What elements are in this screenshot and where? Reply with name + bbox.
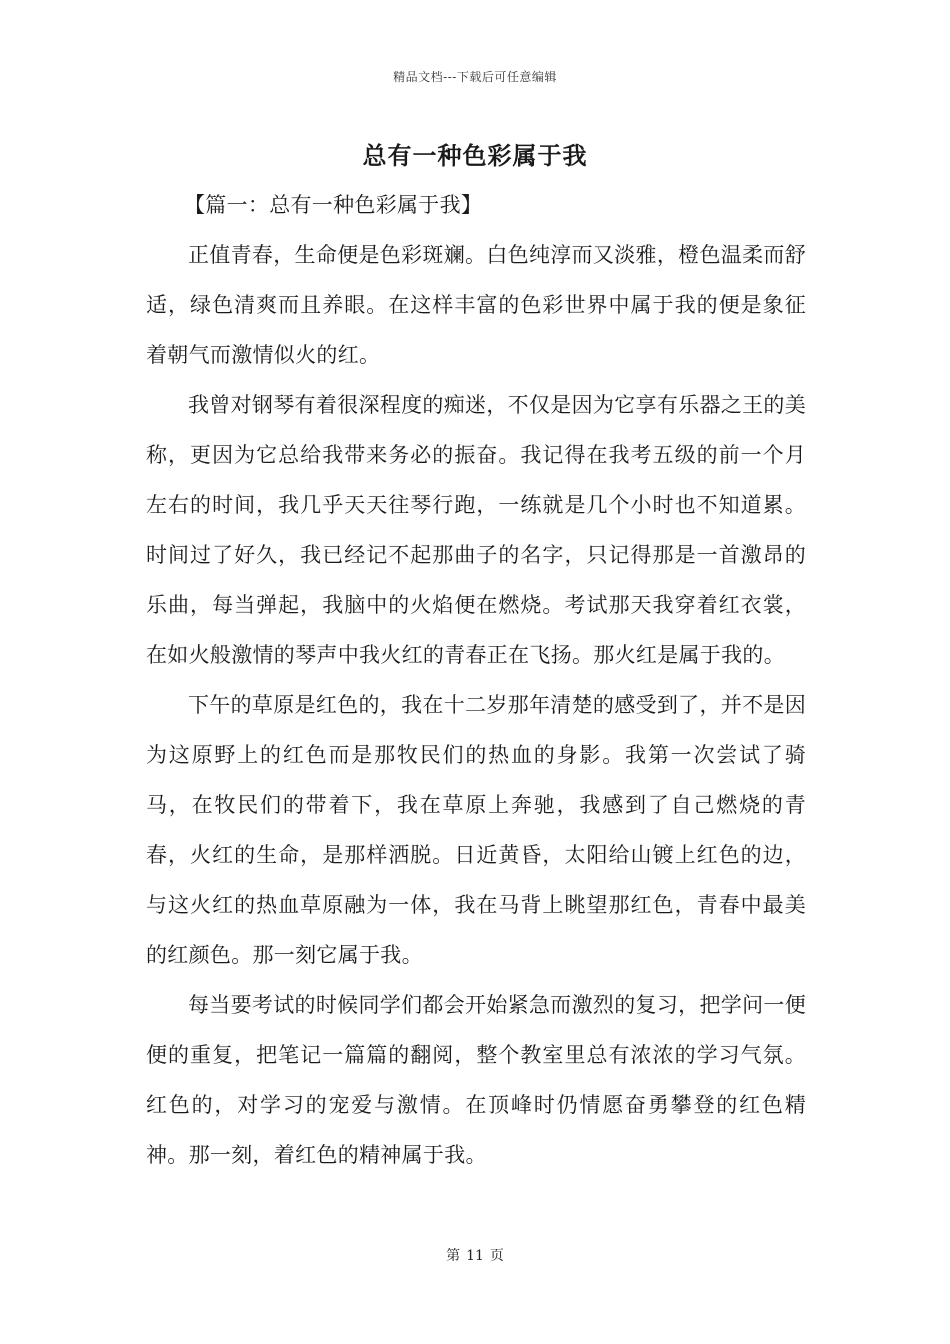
paragraph-1: 正值青春，生命便是色彩斑斓。白色纯淳而又淡雅，橙色温柔而舒适，绿色清爽而且养眼。在这样丰富的色彩世界中属于我的便是象征着朝气而激情似火的红。	[146, 243, 806, 367]
paragraph-3: 下午的草原是红色的，我在十二岁那年清楚的感受到了，并不是因为这原野上的红色而是那牧民们的热血的身影。我第一次尝试了骑马，在牧民们的带着下，我在草原上奔驰，我感到了自己燃烧的青春，火红的生命，是那样洒脱。日近黄昏，太阳给山镀上红色的边，与这火红的热血草原融为一体，我在马背上眺望那红色，青春中最美的红颜色。那一刻它属于我。	[146, 693, 806, 967]
page-prefix: 第	[446, 1248, 461, 1264]
page-title: 总有一种色彩属于我	[362, 141, 588, 170]
paragraph-4: 每当要考试的时候同学们都会开始紧急而激烈的复习，把学问一便便的重复，把笔记一篇篇的翻阅，整个教室里总有浓浓的学习气氛。红色的，对学习的宠爱与激情。在顶峰时仍情愿奋勇攀登的红色精神。那一刻，着红色的精神属于我。	[146, 993, 806, 1167]
page-number-footer	[0, 1245, 950, 1265]
section-heading: 【篇一：总有一种色彩属于我】	[184, 193, 483, 217]
page-suffix: 页	[489, 1248, 504, 1264]
header-note: 精品文档---下载后可任意编辑	[393, 70, 557, 84]
page-number: 11	[466, 1248, 484, 1264]
paragraph-2: 我曾对钢琴有着很深程度的痴迷，不仅是因为它享有乐器之王的美称，更因为它总给我带来务必的振奋。我记得在我考五级的前一个月左右的时间，我几乎天天往琴行跑，一练就是几个小时也不知道累。时间过了好久，我已经记不起那曲子的名字，只记得那是一首激昂的乐曲，每当弹起，我脑中的火焰便在燃烧。考试那天我穿着红衣裳，在如火般激情的琴声中我火红的青春正在飞扬。那火红是属于我的。	[146, 393, 806, 667]
document-body	[146, 180, 806, 1180]
